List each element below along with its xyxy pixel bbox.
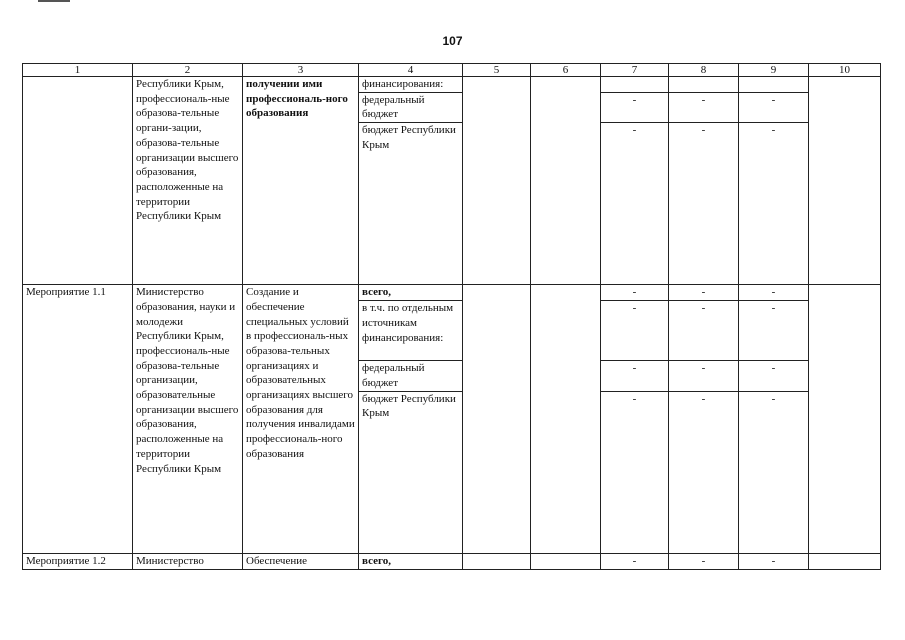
cell-funding-source: финансирования: <box>359 77 463 93</box>
cell-value: - <box>669 391 739 553</box>
cell-value: - <box>669 361 739 391</box>
cell-value: - <box>601 391 669 553</box>
column-number-row <box>23 64 881 77</box>
cell-value <box>669 77 739 93</box>
cell-value: - <box>669 285 739 301</box>
cell-value <box>463 285 531 553</box>
cell-funding-source: федеральный бюджет <box>359 361 463 391</box>
cell-description: Обеспечение <box>243 553 359 569</box>
cell-value: - <box>601 553 669 569</box>
cell-value <box>463 77 531 285</box>
cell-value <box>809 285 881 553</box>
cell-value: - <box>601 361 669 391</box>
column-number: 3 <box>243 64 359 77</box>
cell-value: - <box>739 92 809 122</box>
page-number: 107 <box>442 34 463 48</box>
cell-value: - <box>601 92 669 122</box>
cell-funding-source: в т.ч. по отдельным источникам финансирования: <box>359 301 463 361</box>
cell-value: - <box>669 92 739 122</box>
table-row <box>23 285 881 301</box>
cell-funding-source: федеральный бюджет <box>359 92 463 122</box>
column-number: 7 <box>601 64 669 77</box>
cell-value <box>601 77 669 93</box>
cell-value: - <box>739 285 809 301</box>
cell-executor: Министерство образования, науки и молодежи Республики Крым, профессиональ-ные образова-тельные организации, образовательные организации высшего образования, расположенные на территории Республики Крым <box>133 285 243 553</box>
cell-value <box>739 77 809 93</box>
cell-value: - <box>601 285 669 301</box>
cell-value: - <box>739 391 809 553</box>
cell-value <box>531 553 601 569</box>
cell-value <box>809 77 881 285</box>
cell-value: - <box>669 301 739 361</box>
cell-description: получении ими профессиональ-ного образования <box>243 77 359 285</box>
cell-value: - <box>739 123 809 285</box>
column-number: 9 <box>739 64 809 77</box>
cell-measure: Мероприятие 1.1 <box>23 285 133 553</box>
budget-table <box>22 63 881 570</box>
cell-value: - <box>669 123 739 285</box>
column-number: 1 <box>23 64 133 77</box>
cell-measure: Мероприятие 1.2 <box>23 553 133 569</box>
cell-value: - <box>739 361 809 391</box>
column-number: 10 <box>809 64 881 77</box>
cell-description: Создание и обеспечение специальных условий в профессиональ-ных образова-тельных организациях и образовательных организациях высшего образования для получения инвалидами профессиональ-ного образования <box>243 285 359 553</box>
cell-value: - <box>739 301 809 361</box>
cell-executor: Республики Крым, профессиональ-ные образова-тельные органи-зации, образова-тельные организации высшего образования, расположенные на территории Республики Крым <box>133 77 243 285</box>
table-row <box>23 553 881 569</box>
cell-funding-source: всего, <box>359 553 463 569</box>
cell-funding-source: бюджет Республики Крым <box>359 391 463 553</box>
column-number: 5 <box>463 64 531 77</box>
cell-value <box>809 553 881 569</box>
cell-executor: Министерство <box>133 553 243 569</box>
column-number: 6 <box>531 64 601 77</box>
column-number: 8 <box>669 64 739 77</box>
cell-funding-source: всего, <box>359 285 463 301</box>
cell-measure <box>23 77 133 285</box>
cell-value: - <box>739 553 809 569</box>
cell-value <box>463 553 531 569</box>
cell-value <box>531 285 601 553</box>
table-row <box>23 77 881 93</box>
cell-value: - <box>601 123 669 285</box>
page-edge-mark <box>38 0 70 2</box>
column-number: 2 <box>133 64 243 77</box>
cell-value: - <box>601 301 669 361</box>
column-number: 4 <box>359 64 463 77</box>
cell-value: - <box>669 553 739 569</box>
cell-funding-source: бюджет Республики Крым <box>359 123 463 285</box>
cell-value <box>531 77 601 285</box>
